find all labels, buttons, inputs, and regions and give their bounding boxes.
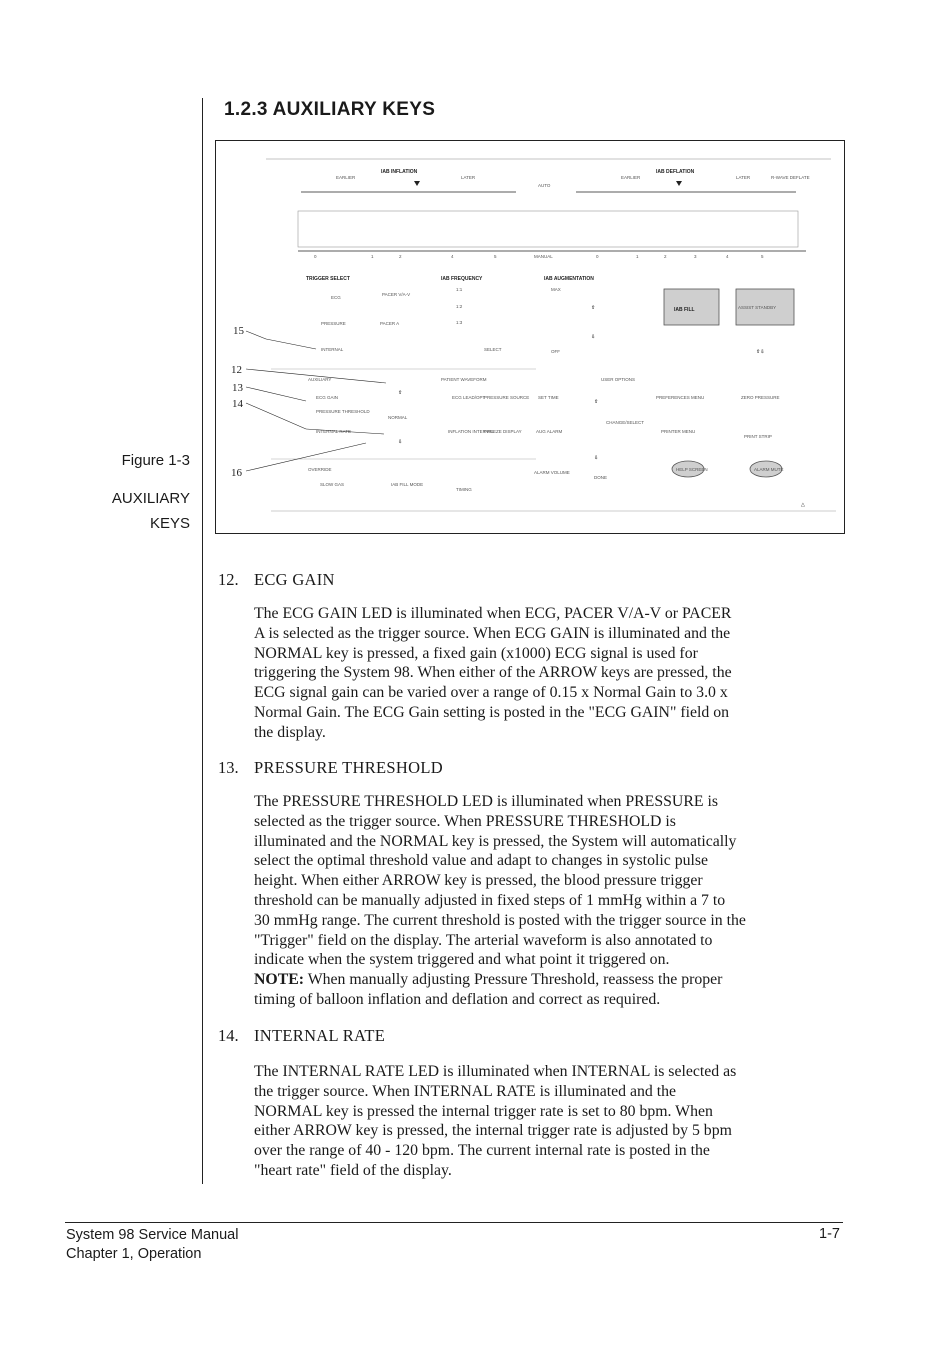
callout-16: 16 [231,467,242,479]
item-13-title: PRESSURE THRESHOLD [254,758,443,777]
svg-text:2: 2 [399,254,402,259]
ecg-lead-opt-key-label: ECG LEAD/OPT [452,395,486,400]
deflation-scale-numbers [596,254,764,259]
note-text: When manually adjusting Pressure Threshold, reassess the proper [307,971,723,989]
item-13-body [254,792,839,1010]
iab-fill-key-label: IAB FILL [674,307,695,313]
change-select-key-label: CHANGE/SELECT [606,420,645,425]
aux-up-arrow-icon: ⇧ [398,390,403,396]
display-window [298,211,798,247]
item-12-body [254,604,839,743]
r-wave-deflate-label: R-WAVE DEFLATE [771,175,810,180]
item-12-title: ECG GAIN [254,570,335,589]
text-line: Normal Gain. The ECG Gain setting is posted in the "ECG GAIN" field on [254,703,730,721]
text-line: NORMAL key is pressed the internal trigger rate is set to 80 bpm. When [254,1102,713,1120]
ecg-key-label: ECG [331,295,341,300]
text-line: either ARROW key is pressed, the internal trigger rate is adjusted by 5 bpm [254,1122,732,1140]
off-label: OFF [551,349,560,354]
item-14-body [254,1062,839,1181]
figure-number: Figure 1-3 [121,452,190,469]
earlier-label-left: EARLIER [336,175,356,180]
auxiliary-keys-figure [215,140,845,534]
figure-title-line2: KEYS [149,515,190,532]
iab-deflation-label: IAB DEFLATION [656,169,695,175]
waveform-arrows-icon: ⇧⇩ [756,349,765,355]
svg-text:2: 2 [664,254,667,259]
text-line: select the optimal threshold value and adapt to changes in systolic pulse [254,852,709,870]
override-label: OVERRIDE [308,467,332,472]
page-number: 1-7 [819,1226,840,1242]
callout-14-leader [246,403,306,429]
text-line: The PRESSURE THRESHOLD LED is illuminated when PRESSURE is [254,793,718,810]
note-label: NOTE: [254,971,305,989]
control-panel-drawing [216,141,846,535]
options-up-arrow-icon: ⇧ [594,399,599,405]
pressure-source-key-label: PRESSURE SOURCE [484,395,530,400]
manual-label: MANUAL [534,254,553,259]
assist-standby-key-label: ASSIST STANDBY [738,305,777,310]
svg-text:0: 0 [314,254,317,259]
svg-text:4: 4 [451,254,454,259]
trigger-select-label: TRIGGER SELECT [306,276,350,282]
item-14-number: 14. [218,1026,239,1045]
earlier-label-right: EARLIER [621,175,641,180]
callout-15: 15 [233,325,244,337]
svg-text:1: 1 [636,254,639,259]
patient-waveform-label: PATIENT WAVEFORM [441,377,487,382]
text-line: The INTERNAL RATE LED is illuminated when INTERNAL is selected as [254,1063,737,1080]
internal-key-label: INTERNAL [321,347,344,352]
options-down-arrow-icon: ⇩ [594,455,599,461]
text-line: illuminated and the NORMAL key is pressed, the System will automatically [254,832,737,850]
callout-13: 13 [232,382,243,394]
aug-down-arrow-icon: ⇩ [591,334,596,340]
svg-text:4: 4 [726,254,729,259]
section-heading: 1.2.3 AUXILIARY KEYS [224,99,436,120]
select-key-label: SELECT [484,347,502,352]
text-line: indicate when the system triggered and what point it triggered on. [254,951,670,969]
print-strip-key-label: PRINT STRIP [744,434,772,439]
auto-label: AUTO [538,183,551,188]
aux-down-arrow-icon: ⇩ [398,439,403,445]
aug-up-arrow-icon: ⇧ [591,305,596,311]
max-label: MAX [551,287,561,292]
freq-1-3-label: 1:3 [456,320,463,325]
text-line: selected as the trigger source. When PRESSURE THRESHOLD is [254,812,676,830]
footer-left [66,1226,238,1264]
zero-pressure-key-label: ZERO PRESSURE [741,395,780,400]
callout-14: 14 [232,398,243,410]
inflation-marker-icon [414,181,420,186]
freq-1-1-label: 1:1 [456,287,463,292]
callout-16-leader [246,443,366,471]
internal-rate-led-label: INTERNAL RATE [316,429,352,434]
text-line: triggering the System 98. When either of the ARROW keys are pressed, the [254,664,732,682]
set-time-key-label: SET TIME [538,395,559,400]
later-label-right: LATER [736,175,751,180]
alarm-volume-key-label: ALARM VOLUME [534,470,570,475]
normal-key-label: NORMAL [388,415,408,420]
text-line: 30 mmHg range. The current threshold is posted with the trigger source in the [254,911,746,929]
alarm-mute-key-label: ALARM MUTE [754,467,784,472]
item-12-number: 12. [218,570,239,589]
inflation-scale-numbers [314,254,497,259]
text-line: threshold can be manually adjusted in fixed steps of 1 mmHg within a 7 to [254,891,726,909]
iab-augmentation-label: IAB AUGMENTATION [544,276,594,282]
iab-frequency-label: IAB FREQUENCY [441,276,483,282]
pacer-va-v-key-label: PACER V/A-V [382,292,411,297]
footer-rule [65,1222,843,1223]
item-13-number: 13. [218,758,239,777]
pacer-a-key-label: PACER A [380,321,400,326]
left-margin-rule [202,98,203,1184]
text-line: "Trigger" field on the display. The arterial waveform is also annotated to [254,931,713,949]
freeze-display-key-label: FREEZE DISPLAY [484,429,522,434]
note-line [254,970,839,990]
figure-title [100,486,190,536]
svg-text:0: 0 [596,254,599,259]
callout-13-leader [246,387,306,401]
deflation-marker-icon [676,181,682,186]
item-14-title: INTERNAL RATE [254,1026,386,1045]
text-line: ECG signal gain can be varied over a range of 0.15 x Normal Gain to 3.0 x [254,684,728,702]
text-line: over the range of 40 - 120 bpm. The current internal rate is posted in the [254,1142,710,1160]
text-line: the display. [254,723,326,741]
svg-text:3: 3 [694,254,697,259]
pressure-key-label: PRESSURE [321,321,346,326]
text-line: the trigger source. When INTERNAL RATE is illuminated and the [254,1082,677,1100]
svg-text:5: 5 [494,254,497,259]
freq-1-2-label: 1:2 [456,304,463,309]
callout-15-leader [266,339,316,349]
preferences-menu-key-label: PREFERENCES MENU [656,395,705,400]
pressure-threshold-led-label: PRESSURE THRESHOLD [316,409,370,414]
footer-manual-title: System 98 Service Manual [66,1227,239,1243]
help-screen-key-label: HELP SCREEN [676,467,708,472]
svg-text:1: 1 [371,254,374,259]
user-options-label: USER OPTIONS [601,377,636,382]
ecg-gain-led-label: ECG GAIN [316,395,339,400]
text-line: The ECG GAIN LED is illuminated when ECG, PACER V/A-V or PACER [254,605,732,622]
aug-alarm-key-label: AUG ALARM [536,429,563,434]
later-label-left: LATER [461,175,476,180]
footer-chapter: Chapter 1, Operation [66,1246,202,1262]
printer-menu-key-label: PRINTER MENU [661,429,696,434]
note-line-2: timing of balloon inflation and deflation and correct as required. [254,990,661,1008]
auxiliary-label: AUXILIARY [308,377,332,382]
text-line: A is selected as the trigger source. When ECG GAIN is illuminated and the [254,624,731,642]
iab-inflation-label: IAB INFLATION [381,169,418,175]
text-line: NORMAL key is pressed, a fixed gain (x1000) ECG signal is used for [254,644,698,662]
done-key-label: DONE [594,475,608,480]
inflation-interval-key-label: INFLATION INTERVAL [448,429,495,434]
warning-triangle-icon: △ [801,502,805,508]
callout-12: 12 [231,364,242,376]
text-line: "heart rate" field of the display. [254,1161,452,1179]
slow-gas-key-label: SLOW GAS [320,482,345,487]
svg-text:5: 5 [761,254,764,259]
timing-key-label: TIMING [456,487,472,492]
figure-title-line1: AUXILIARY [111,490,190,507]
iab-fill-mode-key-label: IAB FILL MODE [391,482,424,487]
text-line: height. When either ARROW key is pressed, the blood pressure trigger [254,872,703,890]
